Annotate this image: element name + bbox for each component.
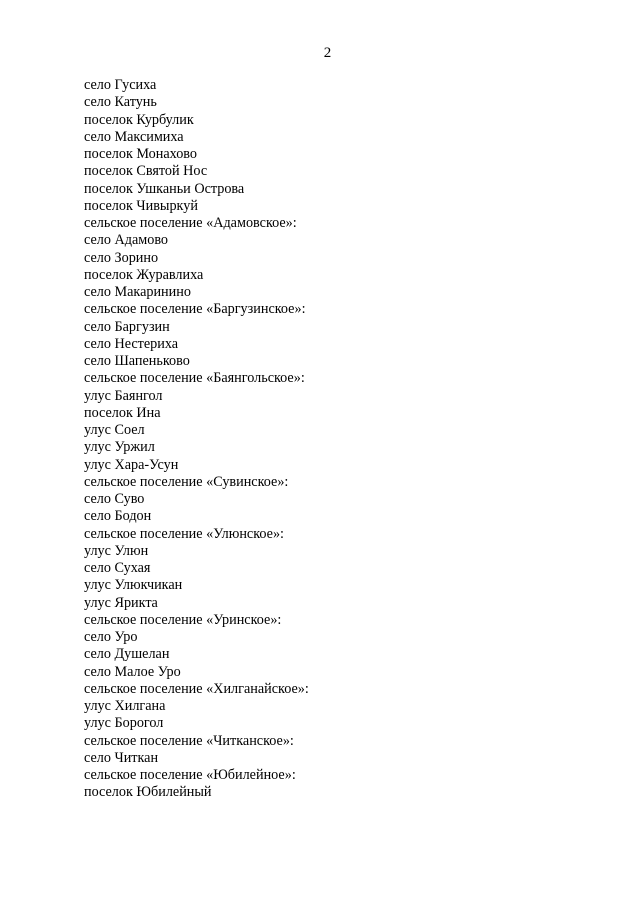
list-item: село Гусиха bbox=[84, 77, 157, 93]
list-item: село Баргузин bbox=[84, 318, 170, 335]
list-item-heading: сельское поселение «Хилганайское»: bbox=[84, 680, 309, 697]
list-item: улус Уржил bbox=[84, 439, 155, 456]
list-item: село Душелан bbox=[84, 646, 170, 663]
list-item: село Шапеньково bbox=[84, 353, 190, 369]
list-item-heading: сельское поселение «Адамовское»: bbox=[84, 215, 297, 231]
list-item: улус Улюкчикан bbox=[84, 577, 183, 594]
list-item: село Адамово bbox=[84, 232, 169, 249]
list-item-heading: сельское поселение «Юбилейное»: bbox=[84, 767, 296, 783]
list-item-heading: сельское поселение «Баянгольское»: bbox=[84, 370, 305, 387]
list-item-heading: сельское поселение «Уринское»: bbox=[84, 611, 282, 628]
list-item: село Макаринино bbox=[84, 284, 191, 300]
list-item: село Малое Уро bbox=[84, 663, 181, 680]
list-item: улус Баянгол bbox=[84, 387, 163, 404]
list-item: село Катунь bbox=[84, 94, 157, 111]
list-item: поселок Монахово bbox=[84, 146, 198, 162]
list-item: село Уро bbox=[84, 629, 138, 645]
list-item: улус Борогол bbox=[84, 715, 164, 732]
list-item: село Читкан bbox=[84, 749, 159, 766]
list-item-heading: сельское поселение «Читканское»: bbox=[84, 732, 294, 749]
list-item: село Суво bbox=[84, 491, 145, 507]
page-number: 2 bbox=[323, 45, 332, 61]
list-item: поселок Юбилейный bbox=[84, 784, 212, 801]
list-item: поселок Ина bbox=[84, 404, 161, 421]
list-item: поселок Ушканьи Острова bbox=[84, 180, 245, 197]
list-item: улус Хилгана bbox=[84, 698, 166, 714]
list-item: улус Яриктa bbox=[84, 594, 158, 611]
list-item: улус Соел bbox=[84, 422, 145, 438]
list-item: улус Улюн bbox=[84, 542, 149, 559]
list-item: поселок Курбулик bbox=[84, 111, 194, 128]
list-item: улус Хара-Усун bbox=[84, 456, 179, 473]
list-item: поселок Журавлиха bbox=[84, 266, 204, 283]
list-item: село Зорино bbox=[84, 249, 159, 266]
settlement-list bbox=[84, 77, 309, 802]
list-item: село Бодон bbox=[84, 508, 152, 525]
list-item-heading: сельское поселение «Улюнское»: bbox=[84, 525, 284, 542]
list-item: село Сухая bbox=[84, 560, 151, 576]
list-item-heading: сельское поселение «Баргузинское»: bbox=[84, 301, 306, 318]
list-item-heading: сельское поселение «Сувинское»: bbox=[84, 473, 289, 490]
list-item: село Максимиха bbox=[84, 128, 184, 145]
list-item: поселок Чивыркуй bbox=[84, 197, 198, 214]
list-item: поселок Святой Нос bbox=[84, 163, 208, 180]
list-item: село Нестериха bbox=[84, 335, 179, 352]
